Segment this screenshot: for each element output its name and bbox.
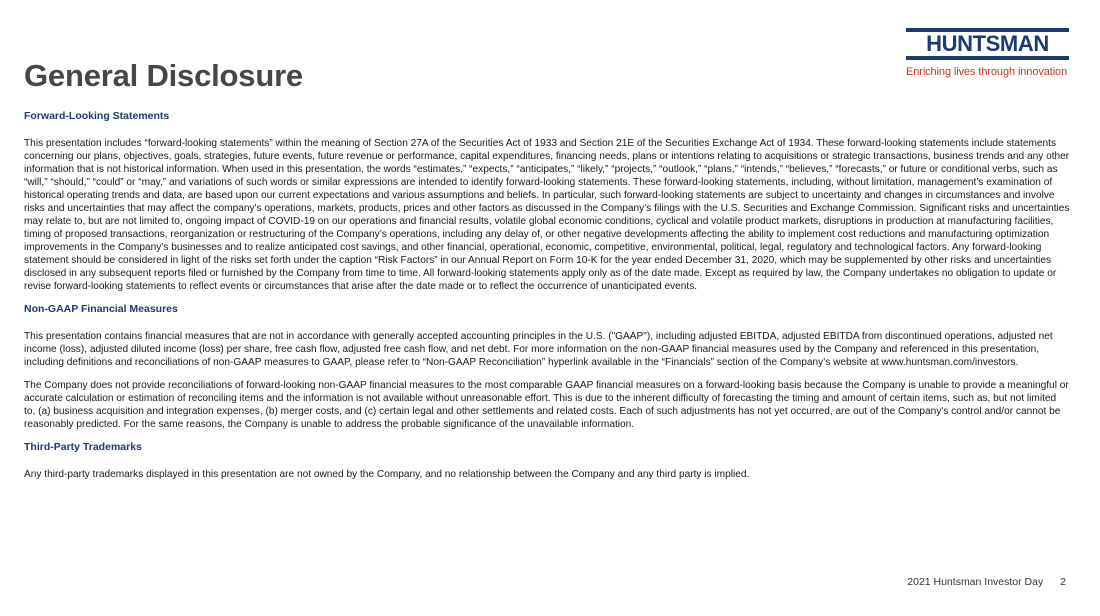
disclosure-content bbox=[24, 110, 1070, 491]
page-number: 2 bbox=[1060, 576, 1066, 588]
heading-non-gaap: Non-GAAP Financial Measures bbox=[24, 303, 178, 315]
slide-footer bbox=[907, 576, 1066, 588]
slide-title: General Disclosure bbox=[24, 58, 303, 93]
huntsman-logo bbox=[906, 28, 1069, 78]
heading-trademarks: Third-Party Trademarks bbox=[24, 441, 142, 453]
paragraph-non-gaap-reconciliation: The Company does not provide reconciliations of forward-looking non-GAAP financial measures to the most comparable GAAP financial measures on a forward-looking basis because the Company is unable to provide a meaningful or accurate calculation or estimation of reconciling items and the information is not available without unreasonable effort. This is due to the inherent difficulty of forecasting the timing and amount of certain items, such as, but not limited to, (a) business acquisition and integration expenses, (b) merger costs, and (c) certain legal and other settlements and related costs. Each of such adjustments has not yet occurred, are out of the Company's control and/or cannot be reasonably predicted. For the same reasons, the Company is unable to address the probable significance of the unavailable information. bbox=[24, 380, 1069, 430]
paragraph-non-gaap-measures: This presentation contains financial measures that are not in accordance with generally accepted accounting principles in the U.S. ("GAAP"), including adjusted EBITDA, adjusted EBITDA from discontinued operations, adjusted net income (loss), adjusted diluted income (loss) per share, free cash flow, adjusted free cash flow, and net debt. For more information on the non-GAAP financial measures used by the Company and referenced in this presentation, including definitions and reconciliations of non-GAAP measures to GAAP, please refer to “Non-GAAP Reconciliation” hyperlink available in the “Financials” section of the Company’s website at www.huntsman.com/investors. bbox=[24, 331, 1053, 368]
paragraph-trademarks: Any third-party trademarks displayed in this presentation are not owned by the Company, and no relationship between the Company and any third party is implied. bbox=[24, 469, 750, 480]
heading-forward-looking: Forward-Looking Statements bbox=[24, 110, 170, 122]
logo-tagline: Enriching lives through innovation bbox=[906, 66, 1068, 78]
logo-bottom-bar bbox=[906, 56, 1069, 60]
logo-wordmark: HUNTSMAN bbox=[926, 31, 1049, 56]
footer-event-name: 2021 Huntsman Investor Day bbox=[907, 576, 1044, 588]
paragraph-forward-looking: This presentation includes “forward-looking statements” within the meaning of Section 27A of the Securities Act of 1933 and Section 21E of the Securities Exchange Act of 1934. These forward-looking statements include statements concerning our plans, objectives, goals, strategies, future events, future revenue or performance, capital expenditures, financing needs, plans or intentions relating to acquisitions or strategic transactions, business trends and any other information that is not historical information. When used in this presentation, the words “estimates,” “expects,” “anticipates,” “likely,” “projects,” “outlook,” “plans,” “intends,” “believes,” “forecasts,” or future or conditional verbs, such as “will,” “should,” “could” or “may,” and variations of such words or similar expressions are intended to identify forward-looking statements. These forward-looking statements, including, without limitation, management’s examination of historical operating trends and data, are based upon our current expectations and various assumptions and beliefs. In particular, such forward-looking statements are subject to uncertainty and changes in circumstances and involve risks and uncertainties that may affect the company's operations, markets, products, prices and other factors as discussed in the Company’s filings with the U.S. Securities and Exchange Commission. Significant risks and uncertainties may relate to, but are not limited to, ongoing impact of COVID-19 on our operations and financial results, volatile global economic conditions, cyclical and volatile product markets, disruptions in production at manufacturing facilities, timing of proposed transactions, reorganization or restructuring of the Company’s operations, including any delay of, or other negative developments affecting the ability to implement cost reductions and manufacturing optimization improvements in the Company’s businesses and to realize anticipated cost savings, and other financial, operational, economic, competitive, environmental, political, legal, regulatory and technological factors. Any forward-looking statement should be considered in light of the risks set forth under the caption “Risk Factors” in our Annual Report on Form 10-K for the year ended December 31, 2020, which may be supplemented by other risks and uncertainties disclosed in any subsequent reports filed or furnished by the Company from time to time. All forward-looking statements apply only as of the date made. Except as required by law, the Company undertakes no obligation to update or revise forward-looking statements to reflect events or circumstances that arise after the date made or to reflect the occurrence of unanticipated events. bbox=[24, 138, 1070, 292]
